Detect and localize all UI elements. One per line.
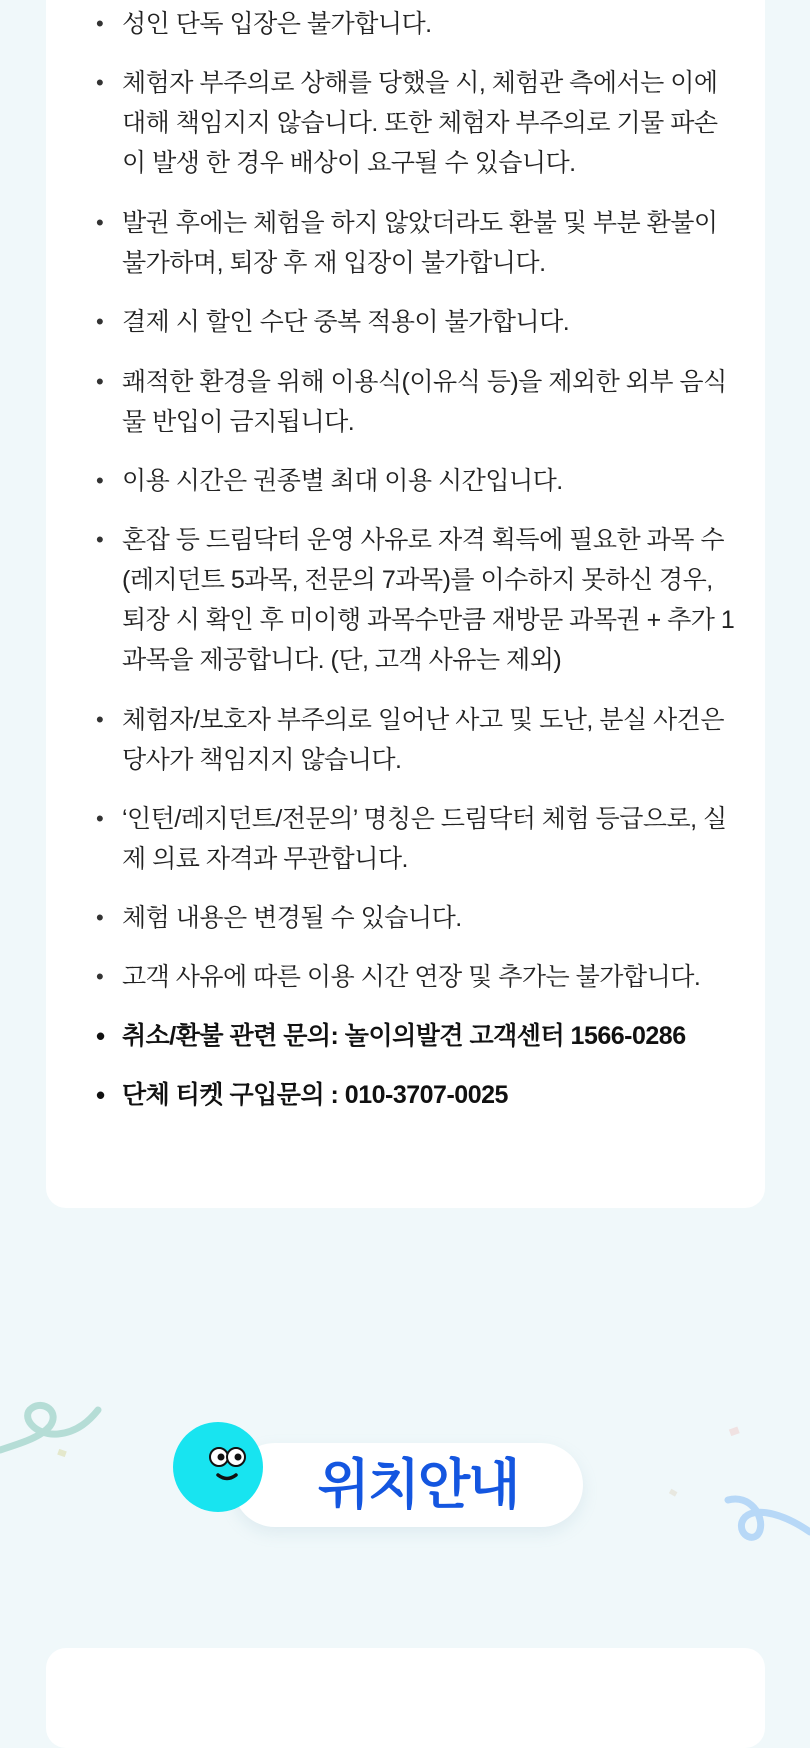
bullet: • (96, 1021, 105, 1051)
notice-item (96, 520, 736, 680)
bullet: • (96, 369, 104, 394)
notice-item (96, 799, 736, 879)
location-title: 위치안내 (317, 1453, 519, 1516)
notice-item (96, 461, 736, 501)
notice-item (96, 362, 736, 442)
notice-text: 체험자/보호자 부주의로 일어난 사고 및 도난, 분실 사건은 당사가 책임지지 않습니다. (122, 706, 724, 774)
bullet: • (96, 1080, 105, 1110)
notice-text: 발권 후에는 체험을 하지 않았더라도 환불 및 부분 환불이 불가하며, 퇴장 후 재 입장이 불가합니다. (122, 209, 718, 277)
bullet: • (96, 964, 104, 989)
notice-text: 혼잡 등 드림닥터 운영 사유로 자격 획득에 필요한 과목 수(레지던트 5과목, 전문의 7과목)를 이수하지 못하신 경우, 퇴장 시 확인 후 미이행 과목수만큼 재방문 과목권 + 추가 1과목을 제공합니다. (단, 고객 사유는 제외) (122, 526, 735, 674)
refund-contact-text: 취소/환불 관련 문의: 놀이의발견 고객센터 1566-0286 (122, 1022, 686, 1050)
bullet: • (96, 11, 104, 36)
notice-text: 결제 시 할인 수단 중복 적용이 불가합니다. (122, 308, 570, 336)
notice-text: 성인 단독 입장은 불가합니다. (122, 10, 432, 38)
group-ticket-contact-text: 단체 티켓 구입문의 : 010-3707-0025 (122, 1081, 508, 1109)
notice-text: ‘인턴/레지던트/전문의’ 명칭은 드림닥터 체험 등급으로, 실제 의료 자격과 무관합니다. (122, 805, 727, 873)
group-ticket-contact-item (96, 1075, 736, 1115)
location-badge (233, 1443, 583, 1527)
ribbon-squiggle-right-icon (660, 1420, 810, 1570)
notice-text: 이용 시간은 권종별 최대 이용 시간입니다. (122, 467, 563, 495)
bullet: • (96, 468, 104, 493)
refund-contact-item (96, 1016, 736, 1056)
bullet: • (96, 70, 104, 95)
bullet: • (96, 707, 104, 732)
bullet: • (96, 527, 104, 552)
smiling-blob-mascot-icon (172, 1421, 264, 1513)
ribbon-squiggle-left-icon (0, 1390, 110, 1470)
notice-item (96, 957, 736, 997)
bullet: • (96, 806, 104, 831)
notice-text: 쾌적한 환경을 위해 이용식(이유식 등)을 제외한 외부 음식물 반입이 금지됩니다. (122, 368, 727, 436)
location-info-card (46, 1648, 765, 1748)
notice-text: 고객 사유에 따른 이용 시간 연장 및 추가는 불가합니다. (122, 963, 701, 991)
notice-item (96, 203, 736, 283)
notice-text: 체험 내용은 변경될 수 있습니다. (122, 904, 462, 932)
notice-item (96, 898, 736, 938)
notice-text: 체험자 부주의로 상해를 당했을 시, 체험관 측에서는 이에 대해 책임지지 않습니다. 또한 체험자 부주의로 기물 파손이 발생 한 경우 배상이 요구될 수 있습니다. (122, 69, 718, 177)
bullet: • (96, 905, 104, 930)
notice-item (96, 63, 736, 183)
notice-item (96, 700, 736, 780)
bullet: • (96, 210, 104, 235)
bullet: • (96, 309, 104, 334)
notice-item (96, 302, 736, 342)
notice-item (96, 4, 736, 44)
